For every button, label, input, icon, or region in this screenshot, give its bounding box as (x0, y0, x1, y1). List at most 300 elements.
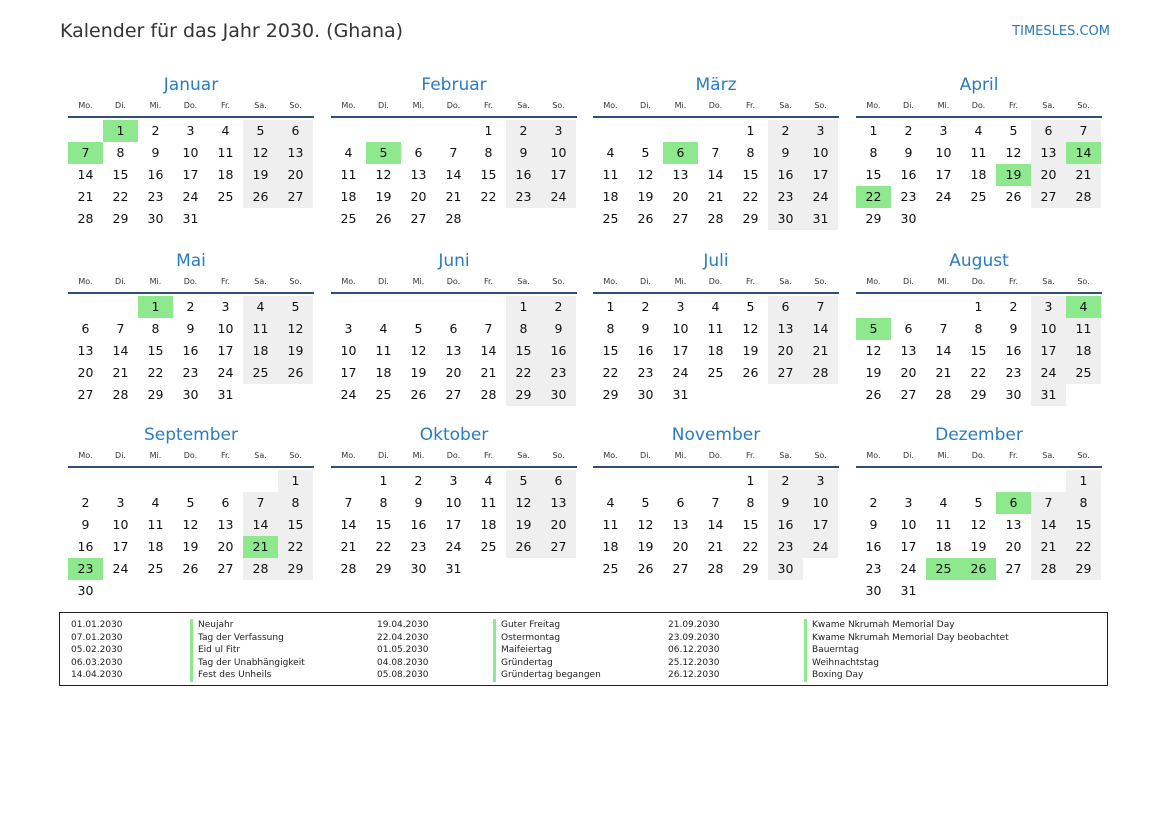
day-cell: 29 (506, 384, 541, 406)
day-cell: 15 (865, 167, 882, 182)
day-cell: 26 (375, 211, 392, 226)
day-cell: 8 (606, 321, 615, 336)
day-grid (331, 120, 577, 230)
empty-cell (68, 296, 103, 318)
empty-cell (103, 470, 138, 492)
day-cell: 13 (900, 343, 917, 358)
day-cell: 2 (506, 120, 541, 142)
day-cell: 28 (340, 561, 357, 576)
day-cell: 18 (340, 189, 357, 204)
weekday-label: So. (814, 277, 827, 286)
empty-cell (68, 120, 103, 142)
day-cell: 6 (414, 145, 423, 160)
day-cell: 7 (1031, 492, 1066, 514)
day-cell: 13 (278, 142, 313, 164)
month-name: Februar (421, 75, 487, 95)
holiday-day-cell: 23 (68, 558, 103, 580)
day-cell: 24 (1031, 362, 1066, 384)
weekday-label: Mo. (341, 277, 356, 286)
empty-cell (331, 120, 366, 142)
month-name: Januar (163, 75, 219, 95)
month-name: Oktober (419, 425, 489, 445)
day-cell: 23 (541, 362, 576, 384)
weekday-label: Di. (378, 451, 389, 460)
day-cell: 18 (935, 539, 952, 554)
day-cell: 22 (742, 189, 759, 204)
day-cell: 24 (340, 387, 357, 402)
day-cell: 9 (541, 318, 576, 340)
day-cell: 20 (278, 164, 313, 186)
empty-cell (401, 296, 436, 318)
day-cell: 20 (217, 539, 234, 554)
day-cell: 9 (186, 321, 195, 336)
day-cell: 30 (410, 561, 427, 576)
day-cell: 26 (1005, 189, 1022, 204)
day-cell: 12 (243, 142, 278, 164)
empty-cell (698, 120, 733, 142)
day-cell: 9 (768, 492, 803, 514)
day-cell: 18 (243, 340, 278, 362)
day-cell: 17 (1031, 340, 1066, 362)
day-cell: 6 (541, 470, 576, 492)
weekday-label: Fr. (745, 277, 756, 286)
day-cell: 12 (182, 517, 199, 532)
legend-date: 22.04.2030 (377, 632, 429, 643)
day-cell: 30 (637, 387, 654, 402)
holiday-day-cell: 14 (1066, 142, 1101, 164)
weekday-label: So. (1077, 277, 1090, 286)
day-cell: 1 (869, 123, 878, 138)
day-cell: 8 (506, 318, 541, 340)
month-oktober (331, 424, 577, 580)
legend-holiday-name: Fest des Unheils (198, 670, 272, 681)
empty-cell (243, 470, 278, 492)
weekday-header (856, 98, 1102, 118)
day-cell: 28 (445, 211, 462, 226)
weekday-label: Mo. (603, 101, 618, 110)
day-cell: 27 (900, 387, 917, 402)
empty-cell (331, 296, 366, 318)
legend-holiday-name: Tag der Unabhängigkeit (198, 657, 305, 668)
weekday-label: Do. (708, 451, 723, 460)
weekday-label: Mo. (603, 277, 618, 286)
day-cell: 20 (410, 189, 427, 204)
day-cell: 25 (147, 561, 164, 576)
day-cell: 5 (278, 296, 313, 318)
weekday-label: Mi. (674, 101, 687, 110)
weekday-label: Do. (183, 451, 198, 460)
day-cell: 19 (375, 189, 392, 204)
day-cell: 20 (672, 189, 689, 204)
legend-holiday-name: Eid ul Fitr (198, 645, 241, 656)
legend-date: 01.05.2030 (377, 645, 429, 656)
day-cell: 17 (445, 517, 462, 532)
empty-cell (366, 120, 401, 142)
legend-holiday-name: Boxing Day (812, 670, 864, 681)
day-cell: 22 (147, 365, 164, 380)
day-cell: 17 (112, 539, 129, 554)
day-cell: 27 (77, 387, 94, 402)
weekday-label: Sa. (1042, 451, 1055, 460)
day-cell: 19 (410, 365, 427, 380)
day-cell: 31 (445, 561, 462, 576)
day-grid (856, 296, 1102, 406)
day-cell: 1 (606, 299, 615, 314)
legend-date: 25.12.2030 (668, 657, 720, 668)
day-cell: 28 (707, 561, 724, 576)
brand-link[interactable]: TIMESLES.COM (1012, 24, 1110, 39)
day-cell: 22 (112, 189, 129, 204)
day-cell: 14 (1031, 514, 1066, 536)
weekday-label: So. (1077, 451, 1090, 460)
day-cell: 6 (221, 495, 230, 510)
day-cell: 8 (151, 321, 160, 336)
weekday-header (68, 98, 314, 118)
day-cell: 21 (112, 365, 129, 380)
empty-cell (593, 470, 628, 492)
holiday-day-cell: 1 (138, 296, 173, 318)
day-cell: 23 (182, 365, 199, 380)
day-cell: 28 (243, 558, 278, 580)
day-cell: 29 (742, 561, 759, 576)
legend-holiday-name: Gründertag (501, 657, 553, 668)
weekday-header (331, 274, 577, 294)
day-cell: 4 (379, 321, 388, 336)
day-cell: 6 (768, 296, 803, 318)
empty-cell (366, 296, 401, 318)
day-cell: 24 (112, 561, 129, 576)
weekday-label: Fr. (220, 277, 231, 286)
day-cell: 17 (900, 539, 917, 554)
empty-cell (663, 120, 698, 142)
day-cell: 13 (445, 343, 462, 358)
day-cell: 20 (900, 365, 917, 380)
day-cell: 19 (506, 514, 541, 536)
weekday-header (593, 448, 839, 468)
day-cell: 28 (77, 211, 94, 226)
day-cell: 17 (672, 343, 689, 358)
day-cell: 5 (1009, 123, 1018, 138)
day-cell: 15 (147, 343, 164, 358)
day-cell: 18 (602, 539, 619, 554)
day-cell: 12 (637, 167, 654, 182)
day-cell: 16 (900, 167, 917, 182)
day-cell: 4 (939, 495, 948, 510)
legend-date: 06.03.2030 (71, 657, 123, 668)
day-cell: 9 (904, 145, 913, 160)
day-cell: 2 (414, 473, 423, 488)
legend-date: 21.09.2030 (668, 620, 720, 630)
day-cell: 25 (1066, 362, 1101, 384)
day-cell: 17 (182, 167, 199, 182)
day-cell: 12 (410, 343, 427, 358)
day-cell: 12 (278, 318, 313, 340)
day-cell: 11 (375, 343, 392, 358)
day-cell: 24 (900, 561, 917, 576)
weekday-label: Di. (903, 451, 914, 460)
legend-date: 04.08.2030 (377, 657, 429, 668)
day-cell: 4 (344, 145, 353, 160)
weekday-label: So. (552, 101, 565, 110)
holiday-day-cell: 5 (856, 318, 891, 340)
day-cell: 21 (340, 539, 357, 554)
weekday-label: Sa. (517, 277, 530, 286)
day-cell: 13 (672, 167, 689, 182)
day-cell: 31 (217, 387, 234, 402)
day-cell: 4 (711, 299, 720, 314)
day-cell: 2 (81, 495, 90, 510)
day-cell: 20 (541, 514, 576, 536)
day-cell: 5 (243, 120, 278, 142)
day-cell: 28 (112, 387, 129, 402)
day-cell: 15 (375, 517, 392, 532)
day-cell: 16 (541, 340, 576, 362)
day-cell: 25 (602, 561, 619, 576)
day-cell: 23 (768, 536, 803, 558)
day-cell: 27 (672, 561, 689, 576)
day-cell: 6 (676, 495, 685, 510)
weekday-label: Mi. (937, 101, 950, 110)
holiday-day-cell: 6 (663, 142, 698, 164)
day-cell: 27 (768, 362, 803, 384)
day-cell: 24 (445, 539, 462, 554)
day-cell: 13 (768, 318, 803, 340)
weekday-label: Mo. (341, 451, 356, 460)
day-cell: 27 (278, 186, 313, 208)
day-cell: 11 (602, 517, 619, 532)
day-cell: 8 (746, 495, 755, 510)
weekday-label: Di. (115, 277, 126, 286)
month-name: Mai (176, 251, 206, 271)
weekday-label: Di. (115, 101, 126, 110)
day-cell: 31 (182, 211, 199, 226)
weekday-header (331, 98, 577, 118)
day-cell: 19 (637, 189, 654, 204)
weekday-label: So. (814, 451, 827, 460)
day-cell: 14 (707, 517, 724, 532)
day-cell: 11 (1066, 318, 1101, 340)
day-cell: 15 (112, 167, 129, 182)
weekday-label: Di. (378, 101, 389, 110)
weekday-label: Di. (903, 101, 914, 110)
day-cell: 28 (707, 211, 724, 226)
empty-cell (856, 470, 891, 492)
empty-cell (926, 296, 961, 318)
weekday-label: Sa. (779, 277, 792, 286)
day-cell: 17 (541, 164, 576, 186)
holiday-day-cell: 4 (1066, 296, 1101, 318)
day-cell: 21 (445, 189, 462, 204)
day-cell: 15 (480, 167, 497, 182)
day-cell: 17 (217, 343, 234, 358)
weekday-header (593, 274, 839, 294)
weekday-label: Do. (971, 101, 986, 110)
day-cell: 17 (803, 514, 838, 536)
day-cell: 17 (340, 365, 357, 380)
day-cell: 5 (746, 299, 755, 314)
day-cell: 21 (1031, 536, 1066, 558)
weekday-label: Mi. (674, 451, 687, 460)
day-cell: 6 (81, 321, 90, 336)
day-cell: 29 (970, 387, 987, 402)
day-cell: 21 (707, 189, 724, 204)
day-cell: 13 (77, 343, 94, 358)
weekday-label: Sa. (517, 101, 530, 110)
day-cell: 9 (414, 495, 423, 510)
weekday-label: Do. (183, 277, 198, 286)
day-cell: 19 (865, 365, 882, 380)
holiday-day-cell: 6 (996, 492, 1031, 514)
weekday-label: Do. (446, 277, 461, 286)
weekday-label: So. (1077, 101, 1090, 110)
empty-cell (628, 120, 663, 142)
day-cell: 3 (449, 473, 458, 488)
day-cell: 5 (641, 145, 650, 160)
month-name: April (959, 75, 999, 95)
empty-cell (996, 470, 1031, 492)
day-cell: 12 (637, 517, 654, 532)
weekday-label: Sa. (1042, 277, 1055, 286)
day-cell: 26 (865, 387, 882, 402)
legend-date: 23.09.2030 (668, 632, 720, 643)
weekday-label: Mo. (78, 451, 93, 460)
day-cell: 10 (182, 145, 199, 160)
weekday-label: Mi. (937, 277, 950, 286)
day-cell: 14 (340, 517, 357, 532)
day-cell: 15 (506, 340, 541, 362)
day-cell: 1 (484, 123, 493, 138)
day-cell: 16 (410, 517, 427, 532)
day-cell: 7 (116, 321, 125, 336)
month-name: September (144, 425, 238, 445)
day-cell: 24 (217, 365, 234, 380)
day-cell: 9 (869, 517, 878, 532)
weekday-header (856, 448, 1102, 468)
day-cell: 18 (480, 517, 497, 532)
weekday-label: Fr. (745, 101, 756, 110)
weekday-label: Mo. (341, 101, 356, 110)
day-cell: 4 (151, 495, 160, 510)
day-cell: 18 (375, 365, 392, 380)
day-cell: 14 (112, 343, 129, 358)
day-cell: 26 (410, 387, 427, 402)
day-cell: 7 (939, 321, 948, 336)
weekday-label: Mi. (674, 277, 687, 286)
day-cell: 15 (742, 517, 759, 532)
weekday-label: Sa. (1042, 101, 1055, 110)
day-cell: 25 (970, 189, 987, 204)
day-cell: 31 (672, 387, 689, 402)
weekday-label: So. (289, 277, 302, 286)
weekday-label: So. (552, 451, 565, 460)
day-cell: 14 (707, 167, 724, 182)
holiday-day-cell: 26 (961, 558, 996, 580)
empty-cell (593, 120, 628, 142)
day-cell: 9 (506, 142, 541, 164)
day-cell: 29 (375, 561, 392, 576)
day-cell: 2 (904, 123, 913, 138)
legend-dates-col-3 (668, 619, 720, 682)
day-cell: 29 (742, 211, 759, 226)
legend-names-col-3 (804, 619, 1009, 682)
day-cell: 27 (445, 387, 462, 402)
weekday-label: So. (552, 277, 565, 286)
weekday-label: Mo. (866, 101, 881, 110)
day-cell: 18 (217, 167, 234, 182)
day-cell: 7 (1066, 120, 1101, 142)
day-cell: 10 (340, 343, 357, 358)
day-cell: 30 (182, 387, 199, 402)
day-cell: 29 (112, 211, 129, 226)
day-cell: 17 (803, 164, 838, 186)
day-cell: 2 (151, 123, 160, 138)
legend-date: 07.01.2030 (71, 632, 123, 643)
month-april (856, 74, 1102, 230)
day-cell: 10 (1031, 318, 1066, 340)
day-cell: 2 (1009, 299, 1018, 314)
legend-holiday-name: Tag der Verfassung (198, 632, 284, 643)
empty-cell (663, 470, 698, 492)
day-cell: 7 (484, 321, 493, 336)
day-cell: 16 (1005, 343, 1022, 358)
weekday-label: Sa. (517, 451, 530, 460)
day-cell: 3 (676, 299, 685, 314)
day-cell: 11 (217, 145, 234, 160)
weekday-label: Mo. (78, 277, 93, 286)
day-cell: 18 (147, 539, 164, 554)
weekday-label: Sa. (779, 101, 792, 110)
day-cell: 18 (602, 189, 619, 204)
empty-cell (138, 470, 173, 492)
weekday-label: Fr. (1008, 101, 1019, 110)
day-cell: 24 (182, 189, 199, 204)
weekday-label: So. (814, 101, 827, 110)
day-cell: 25 (480, 539, 497, 554)
day-cell: 30 (768, 558, 803, 580)
day-cell: 26 (637, 561, 654, 576)
legend-dates-col-1 (71, 619, 123, 682)
month-märz (593, 74, 839, 230)
month-dezember (856, 424, 1102, 602)
day-cell: 22 (970, 365, 987, 380)
day-cell: 2 (768, 120, 803, 142)
day-cell: 15 (742, 167, 759, 182)
legend-date: 14.04.2030 (71, 670, 123, 681)
weekday-label: Mi. (412, 101, 425, 110)
day-cell: 3 (221, 299, 230, 314)
day-cell: 27 (410, 211, 427, 226)
day-cell: 16 (768, 164, 803, 186)
day-cell: 16 (768, 514, 803, 536)
day-cell: 4 (221, 123, 230, 138)
weekday-label: Do. (708, 277, 723, 286)
holiday-day-cell: 21 (243, 536, 278, 558)
legend-holiday-name: Maifeiertag (501, 645, 552, 656)
day-cell: 19 (637, 539, 654, 554)
weekday-label: Di. (640, 277, 651, 286)
day-cell: 23 (506, 186, 541, 208)
day-cell: 3 (904, 495, 913, 510)
day-cell: 1 (1066, 470, 1101, 492)
holiday-day-cell: 1 (103, 120, 138, 142)
day-cell: 2 (186, 299, 195, 314)
weekday-label: Do. (446, 101, 461, 110)
day-grid (331, 470, 577, 580)
month-name: Juli (703, 251, 729, 271)
day-cell: 5 (186, 495, 195, 510)
day-cell: 14 (243, 514, 278, 536)
day-cell: 18 (970, 167, 987, 182)
